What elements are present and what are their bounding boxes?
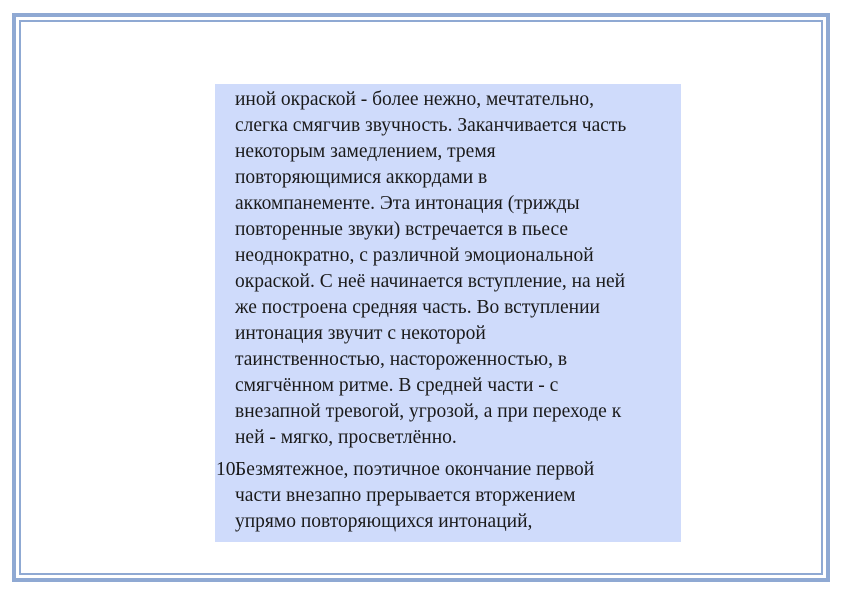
list-item: [215, 457, 681, 535]
list-item-text: Безмятежное, поэтичное окончание первой части внезапно прерывается вторжением упрямо повторяющихся интонаций,: [235, 459, 595, 532]
list-item-number: 10.: [216, 459, 241, 480]
text-box: [215, 84, 681, 542]
paragraph-continuation: иной окраской - более нежно, мечтательно, слегка смягчив звучность. Заканчивается часть некоторым замедлением, тремя повторяющимися аккордами в аккомпанементе. Эта интонация (трижды повторенные звуки) встречается в пьесе неоднократно, с различной эмоциональной окраской. С неё начинается вступление, на ней же построена средняя часть. Во вступлении интонация звучит с некоторой таинственностью, настороженностью, в смягчённом ритме. В средней части - с внезапной тревогой, угрозой, а при переходе к ней - мягко, просветлённо.: [235, 89, 627, 448]
